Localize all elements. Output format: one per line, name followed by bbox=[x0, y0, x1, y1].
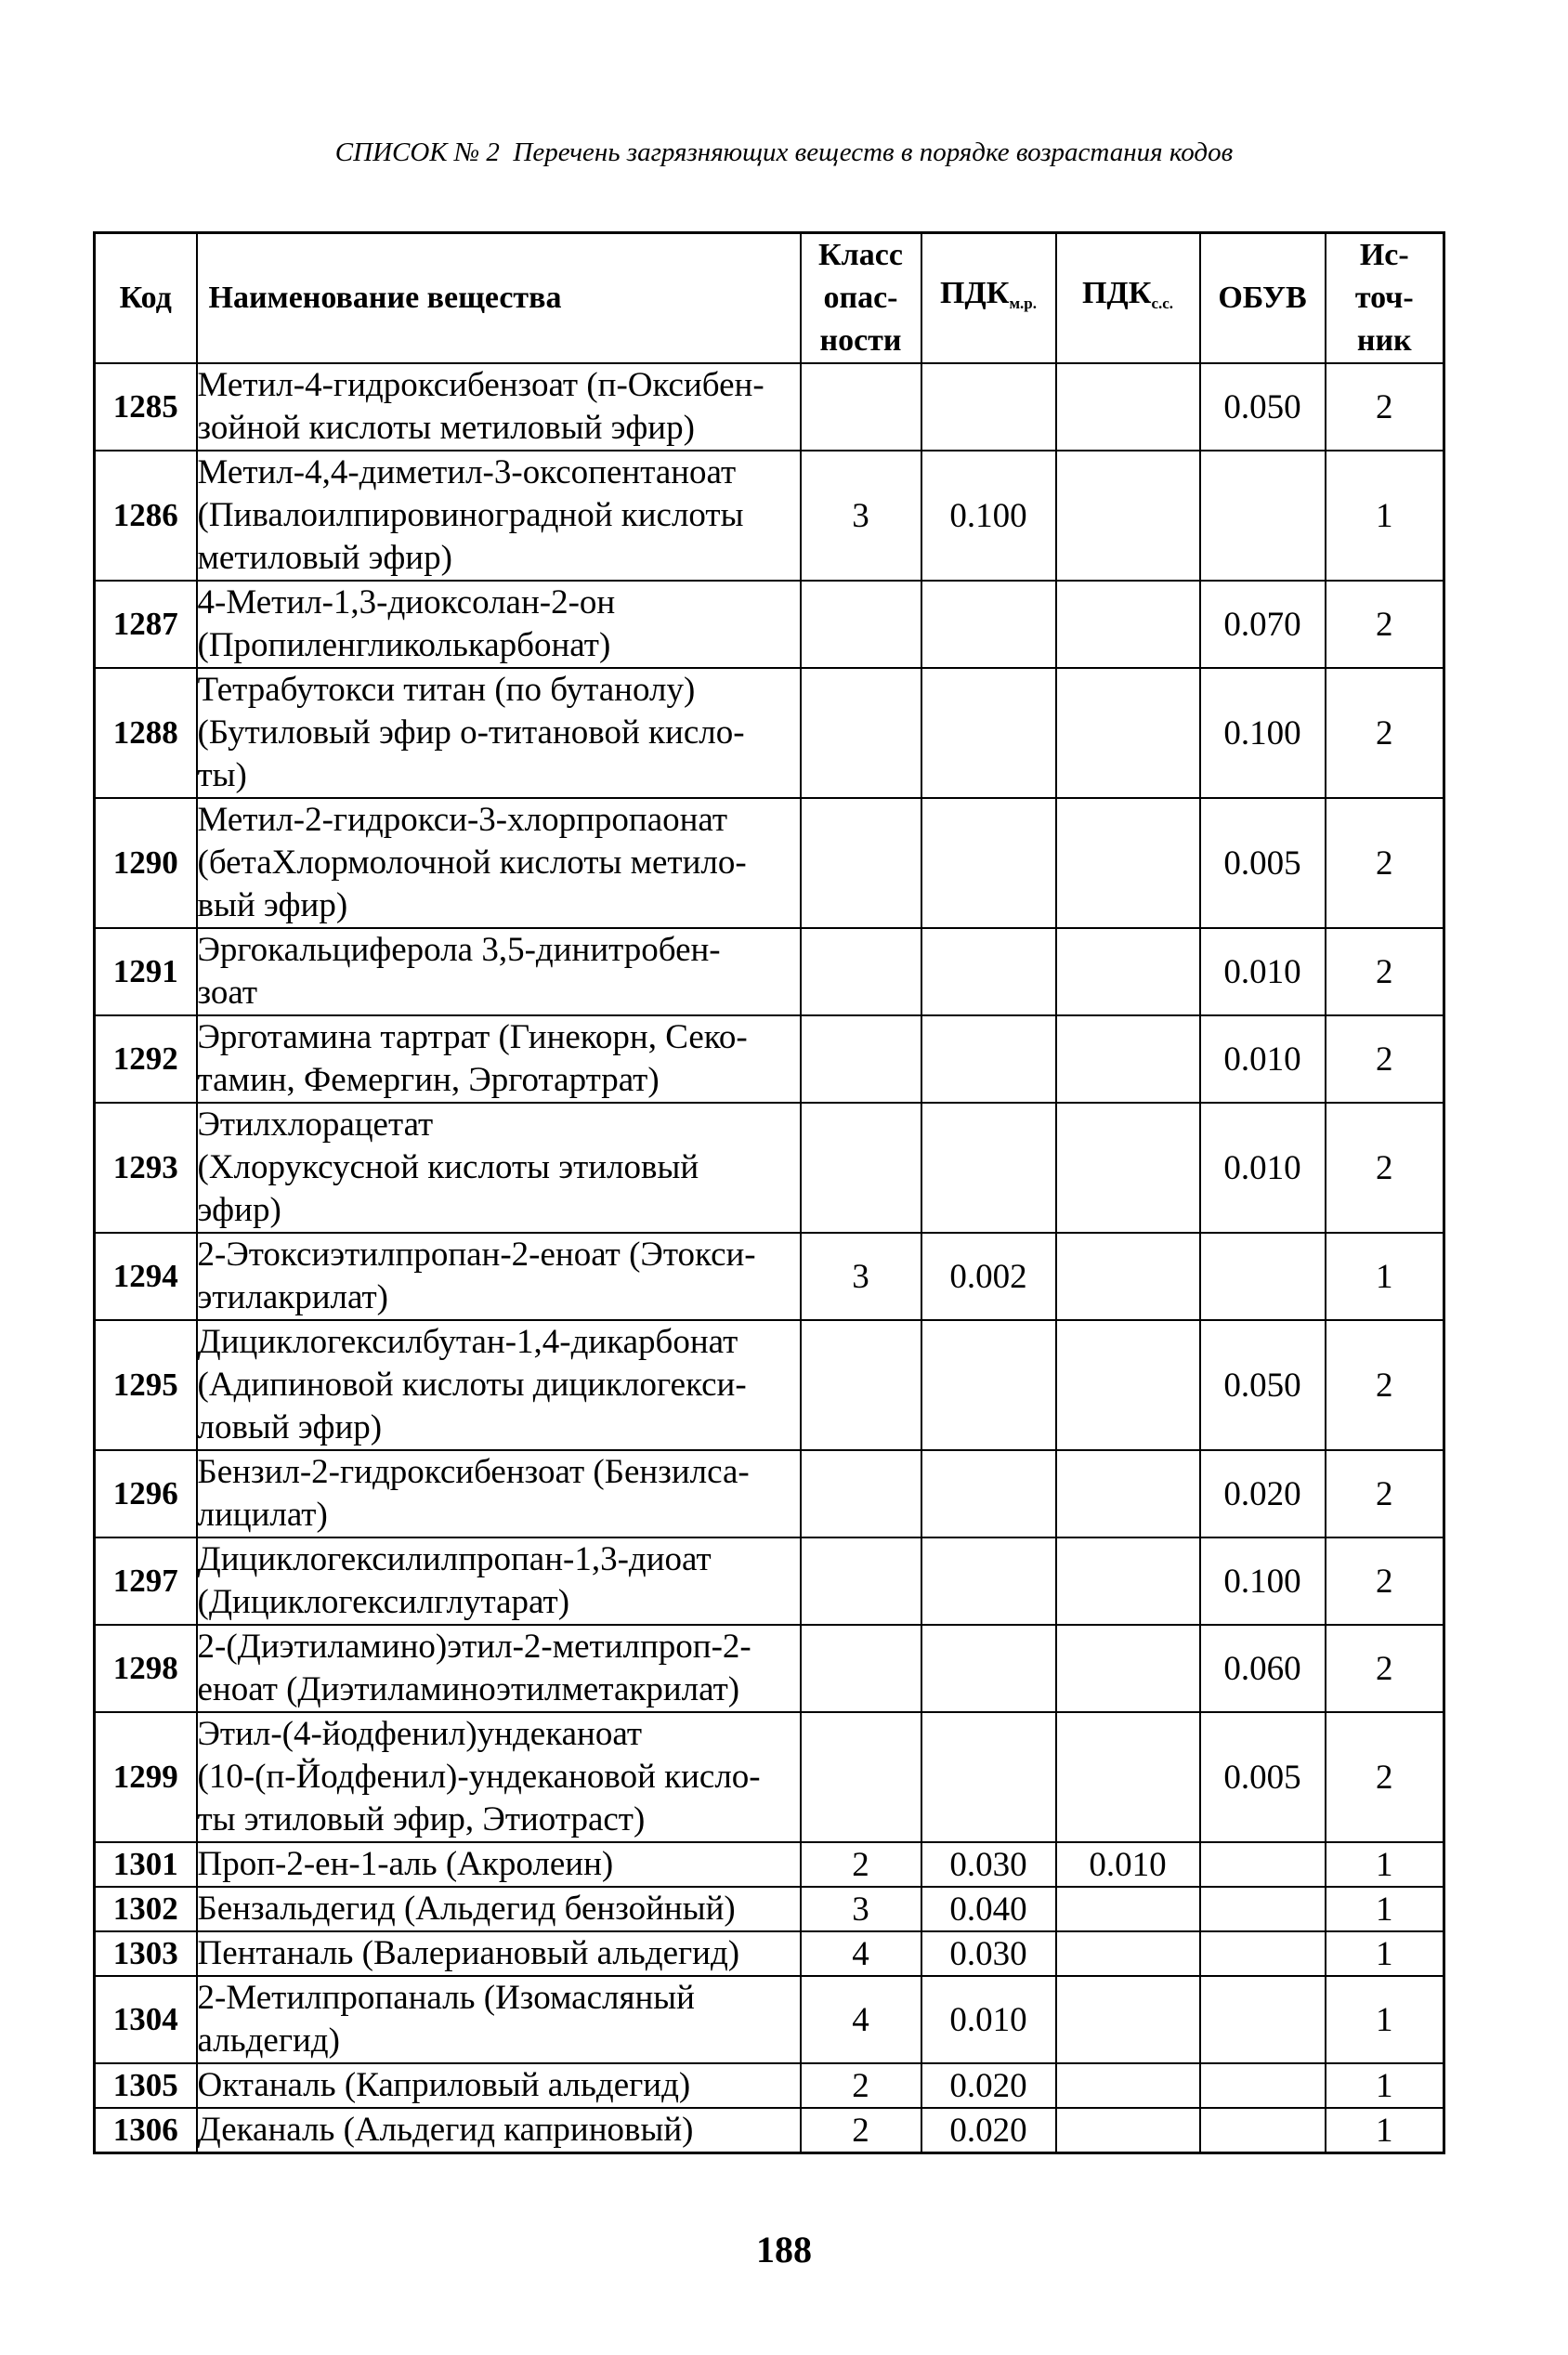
row-source: 2 bbox=[1326, 668, 1444, 798]
table-row bbox=[95, 928, 1444, 1015]
substance-name-line: Бензальдегид (Альдегид бензойный) bbox=[197, 1890, 736, 1928]
substance-name-line: вый эфир) bbox=[197, 886, 348, 924]
row-code: 1302 bbox=[95, 1887, 197, 1931]
row-pdk-mr bbox=[921, 668, 1056, 798]
row-code: 1299 bbox=[95, 1712, 197, 1842]
col-header-hazard bbox=[801, 233, 921, 364]
row-pdk-ss bbox=[1056, 1887, 1200, 1931]
substance-name-line: зойной кислоты метиловый эфир) bbox=[197, 409, 695, 447]
row-hazard-class bbox=[801, 1450, 921, 1537]
row-obuv bbox=[1200, 2108, 1326, 2153]
substance-name-line: Эргокальциферола 3,5-динитробен- bbox=[197, 931, 721, 969]
row-obuv: 0.005 bbox=[1200, 1712, 1326, 1842]
substance-name-line: (Пропиленгликолькарбонат) bbox=[197, 626, 611, 664]
substance-name-line: Этилхлорацетат bbox=[197, 1106, 434, 1144]
table-row bbox=[95, 1103, 1444, 1233]
row-hazard-class bbox=[801, 798, 921, 928]
row-substance-name bbox=[197, 1015, 801, 1103]
row-code: 1305 bbox=[95, 2063, 197, 2108]
row-substance-name bbox=[197, 1842, 801, 1887]
row-code: 1304 bbox=[95, 1976, 197, 2063]
row-obuv: 0.100 bbox=[1200, 1537, 1326, 1625]
row-hazard-class: 2 bbox=[801, 2108, 921, 2153]
row-pdk-ss bbox=[1056, 1625, 1200, 1712]
pdk-mr-label: ПДК bbox=[939, 275, 1010, 310]
row-source: 2 bbox=[1326, 928, 1444, 1015]
row-source: 2 bbox=[1326, 1103, 1444, 1233]
row-substance-name bbox=[197, 2063, 801, 2108]
substance-name-line: Проп-2-ен-1-аль (Акролеин) bbox=[197, 1845, 614, 1883]
table-row bbox=[95, 1625, 1444, 1712]
col-header-hazard-line: ности bbox=[819, 323, 902, 358]
substance-name-line: Дициклогексилилпропан-1,3-диоат bbox=[197, 1540, 712, 1578]
row-obuv: 0.010 bbox=[1200, 928, 1326, 1015]
row-obuv: 0.070 bbox=[1200, 581, 1326, 668]
row-substance-name bbox=[197, 363, 801, 451]
row-substance-name bbox=[197, 1931, 801, 1976]
pdk-ss-label: ПДК bbox=[1081, 275, 1152, 310]
row-pdk-ss bbox=[1056, 928, 1200, 1015]
row-pdk-ss: 0.010 bbox=[1056, 1842, 1200, 1887]
row-source: 2 bbox=[1326, 1712, 1444, 1842]
row-code: 1293 bbox=[95, 1103, 197, 1233]
row-code: 1294 bbox=[95, 1233, 197, 1320]
row-source: 2 bbox=[1326, 1625, 1444, 1712]
row-code: 1297 bbox=[95, 1537, 197, 1625]
row-pdk-mr: 0.010 bbox=[921, 1976, 1056, 2063]
row-code: 1306 bbox=[95, 2108, 197, 2153]
row-pdk-ss bbox=[1056, 1320, 1200, 1450]
row-pdk-mr bbox=[921, 1015, 1056, 1103]
row-pdk-ss bbox=[1056, 363, 1200, 451]
row-pdk-mr: 0.020 bbox=[921, 2063, 1056, 2108]
substance-name-line: тамин, Фемергин, Эрготартрат) bbox=[197, 1061, 660, 1099]
substance-name-line: Октаналь (Каприловый альдегид) bbox=[197, 2066, 691, 2104]
substance-name-line: (Адипиновой кислоты дициклогекси- bbox=[197, 1366, 747, 1404]
row-code: 1285 bbox=[95, 363, 197, 451]
table-row bbox=[95, 1887, 1444, 1931]
col-header-obuv: ОБУВ bbox=[1200, 233, 1326, 364]
substance-name-line: Метил-2-гидрокси-3-хлорпропаонат bbox=[197, 801, 728, 839]
page-number: 188 bbox=[756, 2229, 812, 2270]
row-hazard-class bbox=[801, 668, 921, 798]
row-pdk-ss bbox=[1056, 1450, 1200, 1537]
row-source: 1 bbox=[1326, 1233, 1444, 1320]
row-hazard-class bbox=[801, 363, 921, 451]
row-code: 1295 bbox=[95, 1320, 197, 1450]
substance-name-line: Эрготамина тартрат (Гинекорн, Секо- bbox=[197, 1018, 748, 1056]
row-obuv: 0.050 bbox=[1200, 363, 1326, 451]
substance-name-line: 2-(Диэтиламино)этил-2-метилпроп-2- bbox=[197, 1628, 751, 1666]
substance-name-line: Этил-(4-йодфенил)ундеканоат bbox=[197, 1715, 642, 1753]
row-pdk-mr: 0.020 bbox=[921, 2108, 1056, 2153]
row-substance-name bbox=[197, 581, 801, 668]
table-row bbox=[95, 1712, 1444, 1842]
list-subtitle: Перечень загрязняющих веществ в порядке возрастания кодов bbox=[513, 137, 1234, 167]
substance-name-line: (Бутиловый эфир о-титановой кисло- bbox=[197, 713, 745, 752]
row-substance-name bbox=[197, 2108, 801, 2153]
row-hazard-class bbox=[801, 1537, 921, 1625]
row-obuv bbox=[1200, 1887, 1326, 1931]
col-header-code: Код bbox=[95, 233, 197, 364]
col-header-pdk-mr bbox=[921, 233, 1056, 364]
col-header-name: Наименование вещества bbox=[197, 233, 801, 364]
row-hazard-class: 3 bbox=[801, 1887, 921, 1931]
row-obuv: 0.050 bbox=[1200, 1320, 1326, 1450]
row-substance-name bbox=[197, 1976, 801, 2063]
table-row bbox=[95, 1320, 1444, 1450]
substance-name-line: 4-Метил-1,3-диоксолан-2-он bbox=[197, 583, 616, 621]
row-hazard-class bbox=[801, 1320, 921, 1450]
row-obuv: 0.100 bbox=[1200, 668, 1326, 798]
row-pdk-ss bbox=[1056, 2108, 1200, 2153]
row-substance-name bbox=[197, 1103, 801, 1233]
row-pdk-ss bbox=[1056, 798, 1200, 928]
row-substance-name bbox=[197, 1712, 801, 1842]
row-source: 1 bbox=[1326, 2108, 1444, 2153]
row-pdk-ss bbox=[1056, 1931, 1200, 1976]
row-source: 1 bbox=[1326, 2063, 1444, 2108]
row-code: 1291 bbox=[95, 928, 197, 1015]
substance-name-line: Пентаналь (Валериановый альдегид) bbox=[197, 1934, 740, 1972]
row-obuv: 0.010 bbox=[1200, 1103, 1326, 1233]
row-source: 2 bbox=[1326, 1450, 1444, 1537]
row-pdk-ss bbox=[1056, 1015, 1200, 1103]
substance-name-line: Тетрабутокси титан (по бутанолу) bbox=[197, 671, 696, 709]
table-row bbox=[95, 2108, 1444, 2153]
row-pdk-ss bbox=[1056, 668, 1200, 798]
row-substance-name bbox=[197, 1450, 801, 1537]
row-source: 2 bbox=[1326, 363, 1444, 451]
row-source: 1 bbox=[1326, 1887, 1444, 1931]
row-source: 2 bbox=[1326, 798, 1444, 928]
table-row bbox=[95, 798, 1444, 928]
row-obuv: 0.020 bbox=[1200, 1450, 1326, 1537]
substance-name-line: Метил-4-гидроксибензоат (п-Оксибен- bbox=[197, 366, 764, 404]
col-header-hazard-line: опас- bbox=[823, 281, 898, 315]
row-source: 1 bbox=[1326, 1931, 1444, 1976]
row-hazard-class bbox=[801, 1712, 921, 1842]
row-substance-name bbox=[197, 928, 801, 1015]
row-obuv: 0.060 bbox=[1200, 1625, 1326, 1712]
row-hazard-class bbox=[801, 1103, 921, 1233]
substance-name-line: еноат (Диэтиламиноэтилметакрилат) bbox=[197, 1670, 740, 1708]
row-obuv bbox=[1200, 1976, 1326, 2063]
substance-name-line: (Пивалоилпировиноградной кислоты bbox=[197, 496, 744, 534]
row-pdk-ss bbox=[1056, 1712, 1200, 1842]
row-source: 2 bbox=[1326, 1320, 1444, 1450]
row-pdk-mr: 0.030 bbox=[921, 1931, 1056, 1976]
row-pdk-mr bbox=[921, 798, 1056, 928]
substance-name-line: этилакрилат) bbox=[197, 1278, 388, 1316]
col-header-source-line: Ис- bbox=[1359, 238, 1409, 272]
row-pdk-ss bbox=[1056, 1103, 1200, 1233]
col-header-source-line: ник bbox=[1356, 323, 1412, 358]
row-obuv: 0.005 bbox=[1200, 798, 1326, 928]
substance-name-line: 2-Этоксиэтилпропан-2-еноат (Этокси- bbox=[197, 1236, 756, 1274]
table-header-row bbox=[95, 233, 1444, 364]
substance-name-line: метиловый эфир) bbox=[197, 539, 452, 577]
row-hazard-class: 4 bbox=[801, 1976, 921, 2063]
row-pdk-ss bbox=[1056, 1233, 1200, 1320]
pdk-mr-subscript: м.р. bbox=[1009, 294, 1038, 312]
table-row bbox=[95, 581, 1444, 668]
row-obuv bbox=[1200, 2063, 1326, 2108]
table-row bbox=[95, 451, 1444, 581]
row-substance-name bbox=[197, 451, 801, 581]
col-header-hazard-line: Класс bbox=[818, 238, 903, 272]
row-hazard-class bbox=[801, 581, 921, 668]
row-pdk-mr bbox=[921, 928, 1056, 1015]
substance-name-line: зоат bbox=[197, 974, 258, 1012]
row-code: 1287 bbox=[95, 581, 197, 668]
row-hazard-class: 3 bbox=[801, 451, 921, 581]
substance-name-line: ты) bbox=[197, 756, 247, 794]
row-hazard-class: 2 bbox=[801, 2063, 921, 2108]
row-pdk-ss bbox=[1056, 1976, 1200, 2063]
row-code: 1288 bbox=[95, 668, 197, 798]
row-code: 1303 bbox=[95, 1931, 197, 1976]
table-row bbox=[95, 1931, 1444, 1976]
row-substance-name bbox=[197, 1233, 801, 1320]
substance-name-line: ты этиловый эфир, Этиотраст) bbox=[197, 1800, 646, 1838]
row-source: 1 bbox=[1326, 451, 1444, 581]
substance-name-line: (бетаХлормолочной кислоты метило- bbox=[197, 844, 747, 882]
substance-name-line: альдегид) bbox=[197, 2021, 340, 2060]
row-hazard-class bbox=[801, 1015, 921, 1103]
col-header-source bbox=[1326, 233, 1444, 364]
row-pdk-ss bbox=[1056, 1537, 1200, 1625]
row-hazard-class: 4 bbox=[801, 1931, 921, 1976]
row-obuv bbox=[1200, 1842, 1326, 1887]
row-code: 1301 bbox=[95, 1842, 197, 1887]
table-row bbox=[95, 668, 1444, 798]
table-row bbox=[95, 1842, 1444, 1887]
row-source: 2 bbox=[1326, 1015, 1444, 1103]
table-row bbox=[95, 2063, 1444, 2108]
row-pdk-mr: 0.040 bbox=[921, 1887, 1056, 1931]
row-hazard-class: 3 bbox=[801, 1233, 921, 1320]
row-obuv bbox=[1200, 451, 1326, 581]
row-substance-name bbox=[197, 1625, 801, 1712]
row-substance-name bbox=[197, 1887, 801, 1931]
list-number: СПИСОК № 2 bbox=[334, 137, 500, 167]
row-pdk-ss bbox=[1056, 581, 1200, 668]
substances-table bbox=[93, 231, 1445, 2154]
table-row bbox=[95, 1537, 1444, 1625]
col-header-source-line: точ- bbox=[1354, 281, 1414, 315]
table-row bbox=[95, 1976, 1444, 2063]
row-substance-name bbox=[197, 1537, 801, 1625]
substance-name-line: ловый эфир) bbox=[197, 1408, 383, 1446]
row-pdk-mr bbox=[921, 1320, 1056, 1450]
row-pdk-mr bbox=[921, 1103, 1056, 1233]
row-code: 1296 bbox=[95, 1450, 197, 1537]
substance-name-line: лицилат) bbox=[197, 1496, 328, 1534]
row-pdk-mr bbox=[921, 1537, 1056, 1625]
substance-name-line: (Дициклогексилглутарат) bbox=[197, 1583, 570, 1621]
substance-name-line: Деканаль (Альдегид каприновый) bbox=[197, 2111, 694, 2149]
row-pdk-ss bbox=[1056, 451, 1200, 581]
substance-name-line: эфир) bbox=[197, 1191, 281, 1229]
row-hazard-class: 2 bbox=[801, 1842, 921, 1887]
row-source: 2 bbox=[1326, 1537, 1444, 1625]
substance-name-line: Бензил-2-гидроксибензоат (Бензилса- bbox=[197, 1453, 750, 1491]
row-pdk-ss bbox=[1056, 2063, 1200, 2108]
row-code: 1292 bbox=[95, 1015, 197, 1103]
table-row bbox=[95, 363, 1444, 451]
table-row bbox=[95, 1233, 1444, 1320]
row-source: 2 bbox=[1326, 581, 1444, 668]
page-header bbox=[0, 137, 1568, 168]
row-substance-name bbox=[197, 798, 801, 928]
row-pdk-mr bbox=[921, 1712, 1056, 1842]
row-pdk-mr: 0.100 bbox=[921, 451, 1056, 581]
row-source: 1 bbox=[1326, 1976, 1444, 2063]
row-pdk-mr: 0.002 bbox=[921, 1233, 1056, 1320]
row-code: 1298 bbox=[95, 1625, 197, 1712]
row-code: 1290 bbox=[95, 798, 197, 928]
row-hazard-class bbox=[801, 1625, 921, 1712]
table-row bbox=[95, 1450, 1444, 1537]
substance-name-line: Дициклогексилбутан-1,4-дикарбонат bbox=[197, 1323, 738, 1361]
row-substance-name bbox=[197, 668, 801, 798]
row-pdk-mr bbox=[921, 581, 1056, 668]
pdk-ss-subscript: с.с. bbox=[1151, 294, 1174, 312]
table-row bbox=[95, 1015, 1444, 1103]
row-source: 1 bbox=[1326, 1842, 1444, 1887]
substance-name-line: (Хлоруксусной кислоты этиловый bbox=[197, 1148, 699, 1186]
row-hazard-class bbox=[801, 928, 921, 1015]
row-pdk-mr bbox=[921, 1625, 1056, 1712]
substance-name-line: 2-Метилпропаналь (Изомасляный bbox=[197, 1979, 695, 2017]
row-pdk-mr bbox=[921, 1450, 1056, 1537]
row-pdk-mr bbox=[921, 363, 1056, 451]
row-substance-name bbox=[197, 1320, 801, 1450]
substance-name-line: (10-(п-Йодфенил)-ундекановой кисло- bbox=[197, 1758, 761, 1796]
substance-name-line: Метил-4,4-диметил-3-оксопентаноат bbox=[197, 453, 737, 491]
row-pdk-mr: 0.030 bbox=[921, 1842, 1056, 1887]
col-header-pdk-ss bbox=[1056, 233, 1200, 364]
row-obuv: 0.010 bbox=[1200, 1015, 1326, 1103]
row-code: 1286 bbox=[95, 451, 197, 581]
row-obuv bbox=[1200, 1233, 1326, 1320]
row-obuv bbox=[1200, 1931, 1326, 1976]
table-body bbox=[95, 363, 1444, 2153]
